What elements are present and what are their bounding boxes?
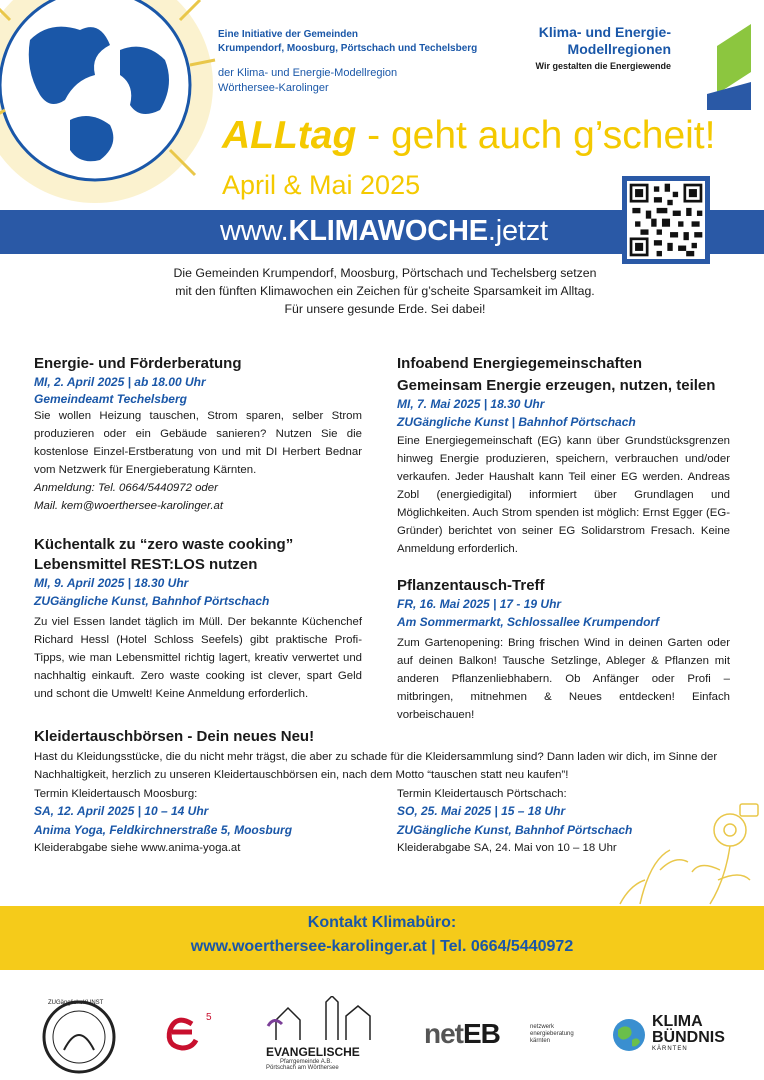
event-contact-phone: Anmeldung: Tel. 0664/5440972 oder <box>34 482 218 494</box>
term-label: Termin Kleidertausch Moosburg: <box>34 788 198 800</box>
term-place: Anima Yoga, Feldkirchnerstraße 5, Moosburg <box>34 823 293 837</box>
zug-kunst-logo-text: ZUGänglicheKUNST <box>48 1000 104 1006</box>
event-date: MI, 7. Mai 2025 | 18.30 Uhr <box>397 397 545 411</box>
term-date: SO, 25. Mai 2025 | 15 – 18 Uhr <box>397 804 566 818</box>
kem-logo-title1: Klima- und Energie- <box>538 24 671 40</box>
church-icon <box>266 996 376 1040</box>
event-contact-mail: Mail. kem@woerthersee-karolinger.at <box>34 500 224 512</box>
event-body: Sie wollen Heizung tauschen, Strom sparen, selber Strom produzieren oder ein Gebäude sanieren? Nutzen Sie die kostenlose Einzel-Erstberatung von und mit DI Herbert Bednar vom Netzwerk für Energieberatung Kärnten. <box>34 410 362 476</box>
website-url[interactable] <box>220 215 548 248</box>
event-title: Infoabend Energiegemeinschaften <box>397 355 643 372</box>
intro-text <box>120 264 650 318</box>
klimabuendnis-line3: KÄRNTEN <box>652 1046 688 1052</box>
e5-logo-icon <box>162 1012 202 1052</box>
contact-title: Kontakt Klimabüro: <box>307 914 457 931</box>
zug-kunst-logo-icon <box>40 998 118 1076</box>
event-body: Eine Energiegemeinschaft (EG) kann über Grundstücksgrenzen hinweg Energie produzieren, speichern, verbrauchen und/oder verkaufen. Jeder Haushalt kann Teil einer EG werden. Andreas Zobl (energiedigital) informiert über Grundlagen und Möglichkeiten. Auch Strom spenden ist möglich: Ernst Egger (EG-Gründer) berichtet von seiner EG Solidarstrom Fresach. Keine Anmeldung erforderlich. <box>397 435 730 555</box>
evangelische-logo-sub2: Pörtschach am Wörthersee <box>266 1065 339 1071</box>
intro-line2: mit den fünften Klimawochen ein Zeichen für g’scheite Sparsamkeit im Alltag. <box>175 284 595 298</box>
evangelische-logo-title: EVANGELISCHE <box>266 1045 360 1059</box>
klimabuendnis-line2: BÜNDNIS <box>652 1029 725 1046</box>
globe-illustration <box>0 0 220 210</box>
kem-logo-title2: Modellregionen <box>567 41 671 57</box>
url-suffix: .jetzt <box>487 215 548 247</box>
headline-bold: ALLtag <box>222 114 357 157</box>
event-date: MI, 9. April 2025 | 18.30 Uhr <box>34 576 189 590</box>
event-body: Zu viel Essen landet täglich im Müll. Der bekannte Küchenchef Richard Hessl (Hotel Schloss Seefels) gibt praktische Profi-Tipps, wie man Lebensmittel richtig lagert, kreativ verwertet und nachhaltig einkauft. Zero waste cooking ist clever, spart Geld und schont die Umwelt! Keine Anmeldung erforderlich. <box>34 616 362 700</box>
klimabuendnis-line1: KLIMA <box>652 1013 703 1030</box>
kleidertausch-title: Kleidertauschbörsen - Dein neues Neu! <box>34 728 315 745</box>
headline-rest: - geht auch g’scheit! <box>356 114 716 157</box>
contact-band <box>0 906 764 970</box>
event-title: Pflanzentausch-Treff <box>397 577 545 594</box>
event-title: Küchentalk zu “zero waste cooking” <box>34 536 294 553</box>
region-line1: der Klima- und Energie-Modellregion <box>218 67 398 79</box>
e5-logo <box>162 1012 212 1057</box>
event-kuechentalk <box>34 535 362 703</box>
subheadline: April & Mai 2025 <box>222 170 421 200</box>
region-line2: Wörthersee-Karolinger <box>218 82 329 94</box>
event-infoabend <box>397 354 730 558</box>
initiative-line2: Krumpendorf, Moosburg, Pörtschach und Techelsberg <box>218 43 478 54</box>
neteb-sub3: kärnten <box>530 1038 551 1044</box>
term-label: Termin Kleidertausch Pörtschach: <box>397 788 567 800</box>
neteb-sub1: netzwerk <box>530 1024 555 1030</box>
neteb-sub2: energieberatung <box>530 1031 574 1037</box>
evangelische-logo <box>266 996 376 1071</box>
evangelische-logo-sub1: Pfarrgemeinde A.B. <box>280 1059 333 1065</box>
neteb-logo <box>424 1018 584 1050</box>
url-bold: KLIMAWOCHE <box>288 215 488 247</box>
event-place: ZUGängliche Kunst | Bahnhof Pörtschach <box>397 415 636 429</box>
event-energieberatung <box>34 354 362 515</box>
kleidertausch-body: Hast du Kleidungsstücke, die du nicht mehr trägst, die aber zu schade für die Kleidersammlung sind? Dann laden wir dich, im Sinne der Nachhaltigkeit, herzlich zu unseren Kleidertauschbörsen ein, nach dem Motto “tauschen statt neu kaufen”! <box>34 751 718 781</box>
headline <box>222 114 715 158</box>
zug-kunst-logo <box>40 998 118 1080</box>
event-place: Am Sommermarkt, Schlossallee Krumpendorf <box>397 615 660 629</box>
initiative-line1: Eine Initiative der Gemeinden <box>218 29 359 40</box>
neteb-eb: EB <box>463 1018 500 1049</box>
kem-logo-mark-icon <box>707 24 751 110</box>
event-date: FR, 16. Mai 2025 | 17 - 19 Uhr <box>397 597 562 611</box>
intro-line3: Für unsere gesunde Erde. Sei dabei! <box>284 302 486 316</box>
event-date: MI, 2. April 2025 | ab 18.00 Uhr <box>34 375 206 389</box>
contact-line[interactable]: www.woerthersee-karolinger.at | Tel. 0664/5440972 <box>190 938 574 955</box>
term-place: ZUGängliche Kunst, Bahnhof Pörtschach <box>397 823 633 837</box>
event-subtitle: Lebensmittel REST:LOS nutzen <box>34 556 258 573</box>
intro-line1: Die Gemeinden Krumpendorf, Moosburg, Pörtschach und Techelsberg setzen <box>173 266 597 280</box>
kem-logo-tagline: Wir gestalten die Energiewende <box>535 61 671 71</box>
partner-logos <box>0 990 764 1080</box>
event-place: Gemeindeamt Techelsberg <box>34 392 187 406</box>
url-prefix: www. <box>220 215 289 247</box>
kem-logo <box>530 24 755 114</box>
kleidertausch-moosburg <box>34 786 374 857</box>
event-pflanzentausch <box>397 576 730 724</box>
qr-code-icon[interactable] <box>622 176 710 264</box>
event-subtitle: Gemeinsam Energie erzeugen, nutzen, teilen <box>397 377 716 394</box>
event-body: Zum Gartenopening: Bring frischen Wind in deinen Garten oder auf deinen Balkon! Tausche Setzlinge, Ableger & Pflanzen mit anderen Pflanzenliebhabern. Ob Anfänger oder Profi – mitbringen, mitnehmen & Neues entdecken! Einfach vorbeischauen! <box>397 637 730 721</box>
klimabuendnis-globe-icon <box>612 1018 646 1052</box>
e5-logo-text: 5 <box>206 1012 212 1023</box>
event-place: ZUGängliche Kunst, Bahnhof Pörtschach <box>34 594 270 608</box>
neteb-net: net <box>424 1018 463 1049</box>
term-note: Kleiderabgabe SA, 24. Mai von 10 – 18 Uhr <box>397 842 617 854</box>
event-title: Energie- und Förderberatung <box>34 355 242 372</box>
flower-sketch-icon <box>600 800 764 906</box>
term-note: Kleiderabgabe siehe www.anima-yoga.at <box>34 842 241 854</box>
term-date: SA, 12. April 2025 | 10 – 14 Uhr <box>34 804 209 818</box>
initiative-block <box>218 28 508 96</box>
